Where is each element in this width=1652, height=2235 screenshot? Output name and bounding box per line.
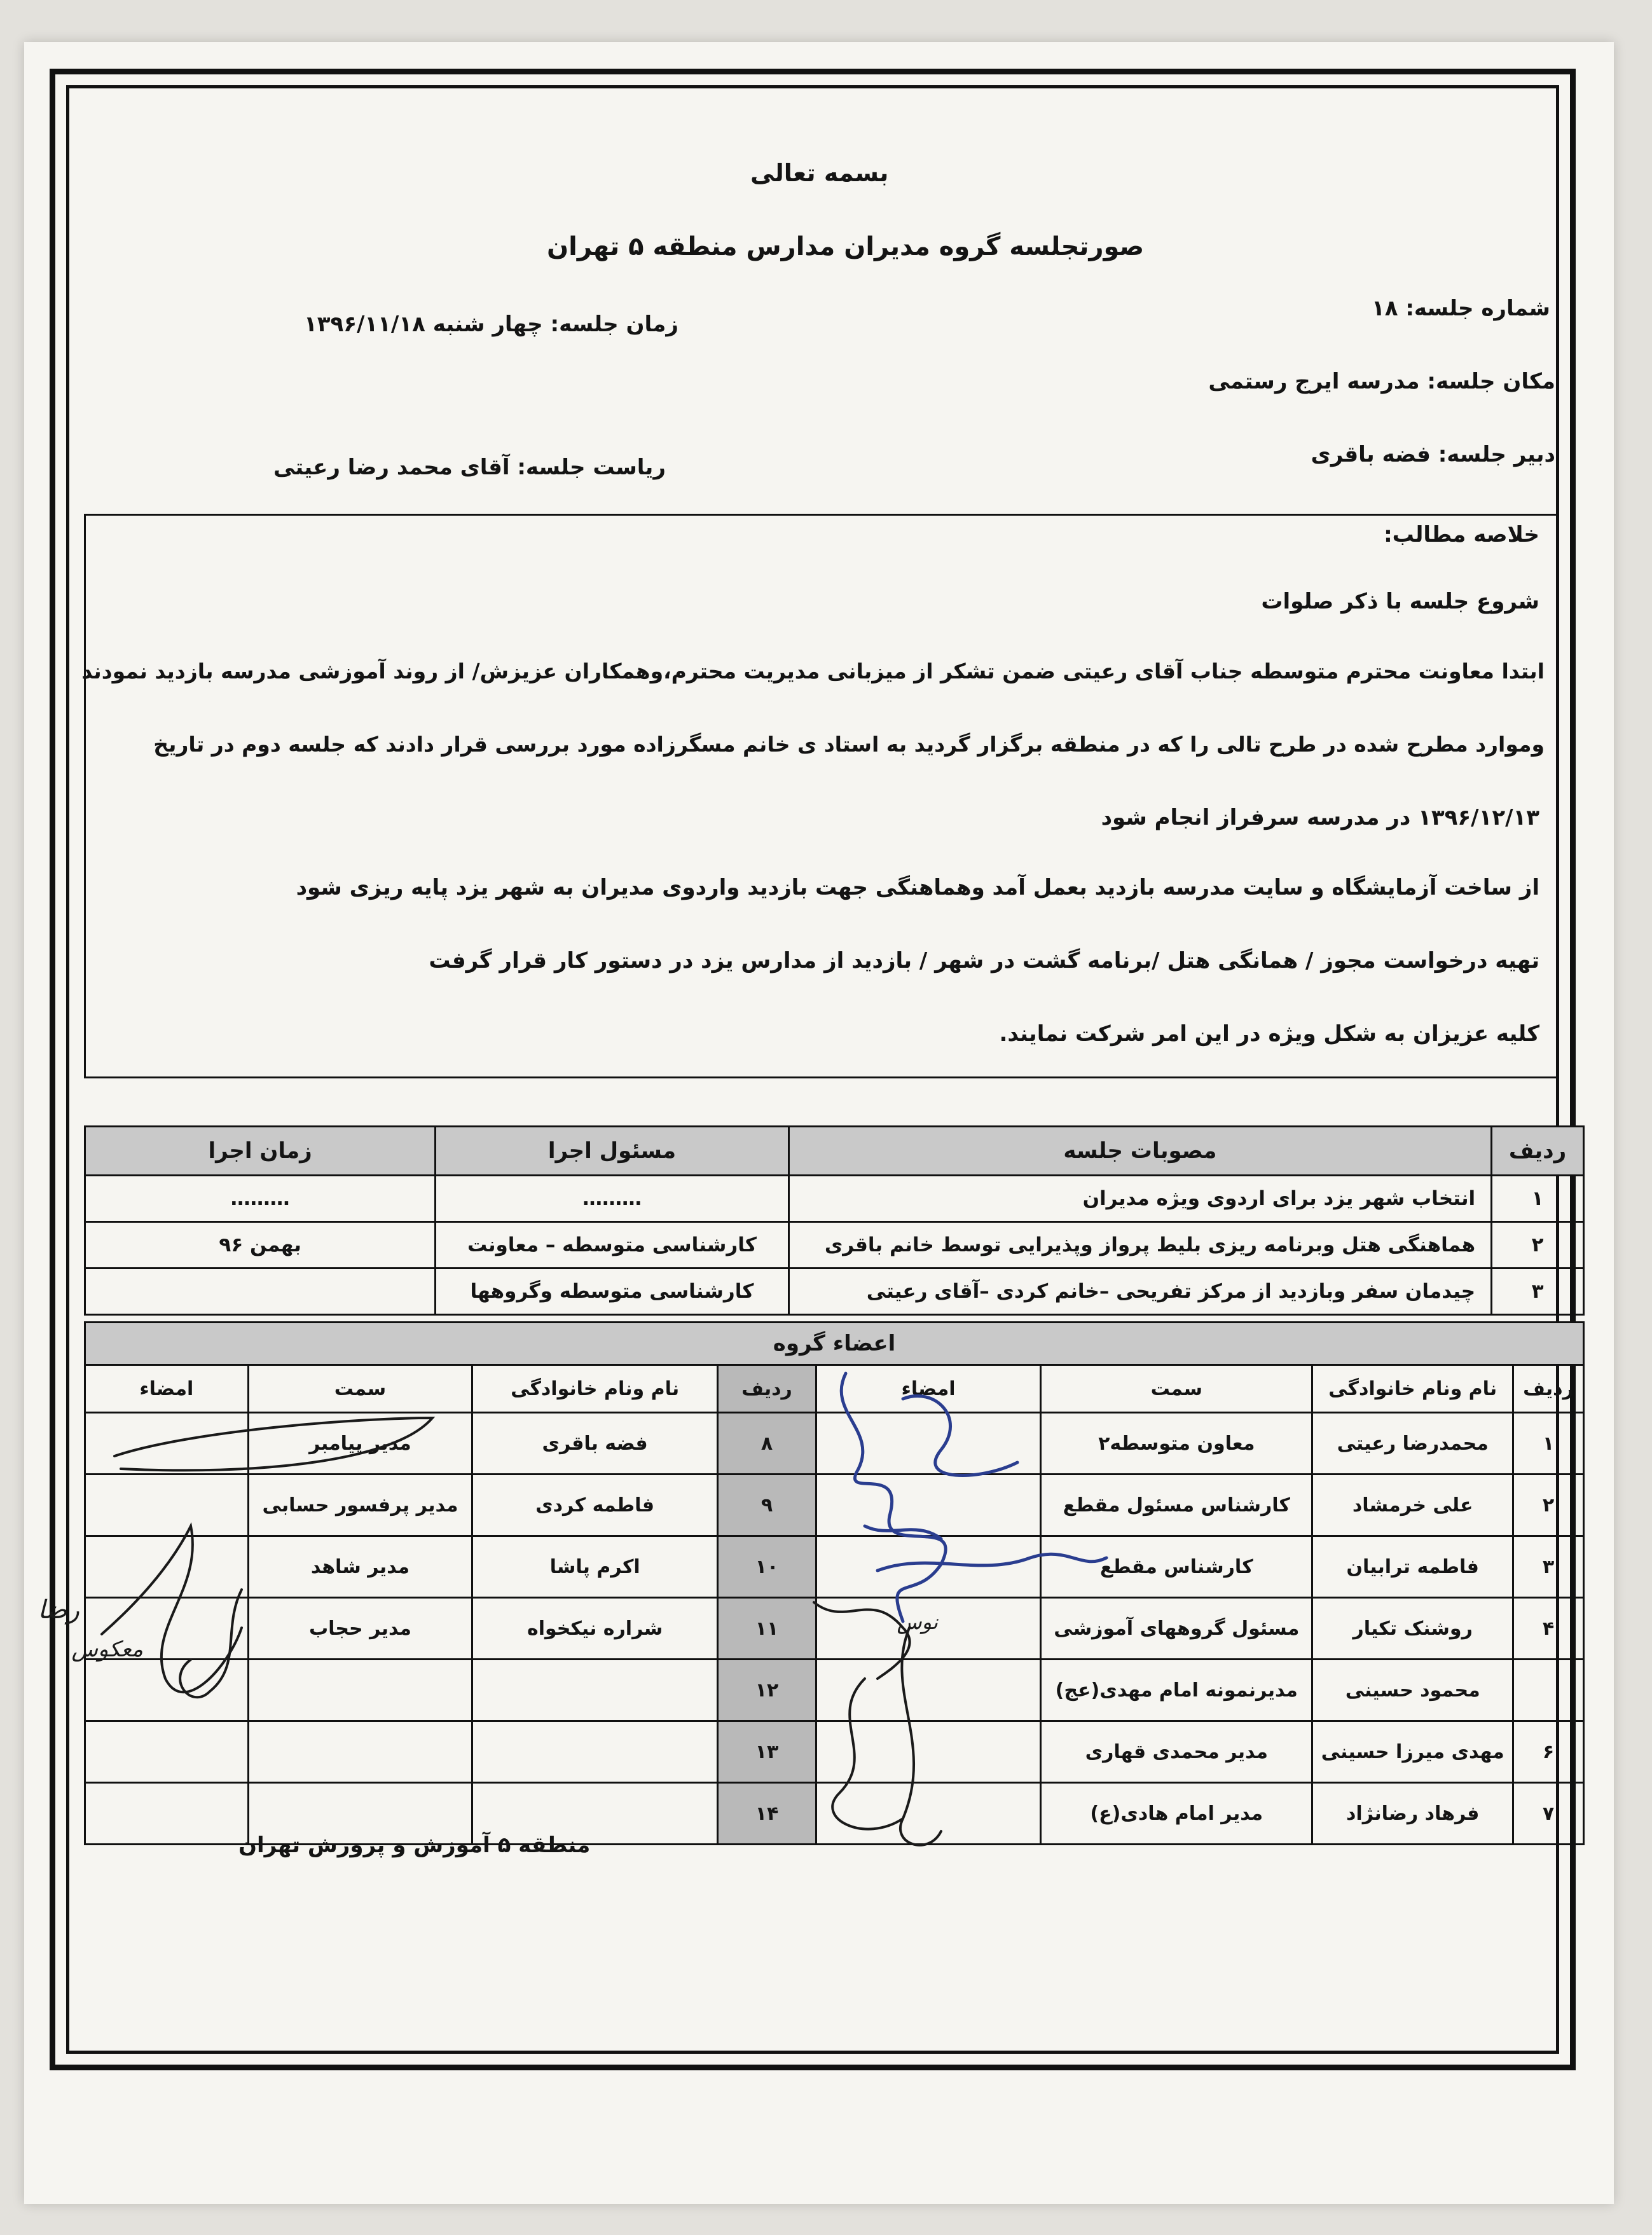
resolutions-header-row	[85, 1127, 1584, 1176]
document-title: صورتجلسه گروه مدیران مدارس منطقه ۵ تهران	[547, 232, 1145, 261]
col-role-2: سمت	[248, 1365, 472, 1413]
col-role: سمت	[1041, 1365, 1312, 1413]
row-number: ۱	[1492, 1176, 1584, 1222]
member-signature	[85, 1783, 249, 1845]
table-row	[85, 1536, 1584, 1598]
table-row	[85, 1475, 1584, 1536]
summary-line-3: وموارد مطرح شده در طرح تالی را که در منطقه برگزار گردید به استاد ی خانم مسگرزاده مورد بررسی قرار دادند که جلسه دوم در تاریخ	[153, 732, 1545, 757]
summary-line-2: ابتدا معاونت محترم متوسطه جناب آقای رعیتی ضمن تشکر از میزبانی مدیریت محترم،وهمکاران عزیزش/ از روند آموزشی مدرسه بازدید نمودند	[81, 659, 1545, 684]
summary-box	[81, 514, 1558, 1078]
bismillah: بسمه تعالی	[750, 159, 889, 187]
footer-organization: منطقه ۵ آموزش و پرورش تهران	[238, 1833, 591, 1858]
row-number: ۱۳	[718, 1721, 816, 1783]
summary-heading: خلاصه مطالب:	[1384, 522, 1539, 547]
signature-scribble-text-2: معکوس	[71, 1637, 143, 1662]
member-signature	[816, 1598, 1040, 1660]
member-signature	[816, 1783, 1040, 1845]
member-role: کارشناس مسئول مقطع	[1041, 1475, 1312, 1536]
row-number: ۱۴	[718, 1783, 816, 1845]
member-name: شراره نیکخواه	[472, 1598, 718, 1660]
row-number: ۳	[1492, 1269, 1584, 1315]
members-table	[84, 1321, 1585, 1845]
col-signature-2: امضاء	[85, 1365, 249, 1413]
summary-line-6: تهیه درخواست مجوز / همانگی هتل /برنامه گشت در شهر / بازدید از مدارس یزد در دستور کار قرار گرفت	[429, 948, 1539, 973]
col-time: زمان اجرا	[85, 1127, 436, 1176]
member-role: مسئول گروههای آموزشی	[1041, 1598, 1312, 1660]
member-role: مدیر پیامبر	[248, 1413, 472, 1475]
session-chair: ریاست جلسه: آقای محمد رضا رعیتی	[273, 455, 666, 480]
row-number: ۹	[718, 1475, 816, 1536]
member-role	[248, 1721, 472, 1783]
row-number	[1513, 1660, 1583, 1721]
signature-scribble-text-1: رضا	[38, 1595, 79, 1625]
col-resolution: مصوبات جلسه	[788, 1127, 1491, 1176]
member-name: فاطمه ترابیان	[1312, 1536, 1513, 1598]
member-role: مدیر حجاب	[248, 1598, 472, 1660]
row-number: ۳	[1513, 1536, 1583, 1598]
member-signature	[816, 1721, 1040, 1783]
row-number: ۴	[1513, 1598, 1583, 1660]
members-header-row	[85, 1365, 1584, 1413]
member-signature	[85, 1475, 249, 1536]
col-name: نام ونام خانوادگی	[1312, 1365, 1513, 1413]
member-name: اکرم پاشا	[472, 1536, 718, 1598]
member-name: روشنک تکیار	[1312, 1598, 1513, 1660]
session-secretary: دبیر جلسه: فضه باقری	[1311, 442, 1555, 467]
responsible: کارشناسی متوسطه – معاونت	[436, 1222, 788, 1269]
member-signature	[85, 1413, 249, 1475]
table-row	[85, 1660, 1584, 1721]
row-number: ۱۰	[718, 1536, 816, 1598]
member-name	[472, 1721, 718, 1783]
signature-scribble-text-3: نوس	[897, 1610, 938, 1634]
member-name	[472, 1660, 718, 1721]
session-number: شماره جلسه: ۱۸	[1371, 296, 1550, 321]
row-number: ۸	[718, 1413, 816, 1475]
member-signature	[85, 1721, 249, 1783]
resolution-text: چیدمان سفر وبازدید از مرکز تفریحی –خانم کردی –آقای رعیتی	[788, 1269, 1491, 1315]
resolutions-table	[84, 1125, 1585, 1316]
col-responsible: مسئول اجرا	[436, 1127, 788, 1176]
member-signature	[816, 1536, 1040, 1598]
member-role: کارشناس مقطع	[1041, 1536, 1312, 1598]
row-number: ۲	[1492, 1222, 1584, 1269]
member-role: معاون متوسطه۲	[1041, 1413, 1312, 1475]
row-number: ۷	[1513, 1783, 1583, 1845]
time: بهمن ۹۶	[85, 1222, 436, 1269]
row-number: ۱	[1513, 1413, 1583, 1475]
row-number: ۶	[1513, 1721, 1583, 1783]
member-name: فضه باقری	[472, 1413, 718, 1475]
table-row	[85, 1721, 1584, 1783]
member-name: محمود حسینی	[1312, 1660, 1513, 1721]
member-role: مدیر پرفسور حسابی	[248, 1475, 472, 1536]
member-name: علی خرمشاد	[1312, 1475, 1513, 1536]
responsible: ………	[436, 1176, 788, 1222]
row-number: ۲	[1513, 1475, 1583, 1536]
member-name: فاطمه کردی	[472, 1475, 718, 1536]
session-time: زمان جلسه: چهار شنبه ۱۳۹۶/۱۱/۱۸	[304, 312, 678, 337]
member-signature	[85, 1660, 249, 1721]
member-signature	[85, 1536, 249, 1598]
table-row	[85, 1269, 1584, 1315]
table-row	[85, 1176, 1584, 1222]
responsible: کارشناسی متوسطه وگروهها	[436, 1269, 788, 1315]
member-role	[248, 1660, 472, 1721]
member-signature	[816, 1660, 1040, 1721]
time: ………	[85, 1176, 436, 1222]
row-number: ۱۲	[718, 1660, 816, 1721]
resolution-text: انتخاب شهر یزد برای اردوی ویژه مدیران	[788, 1176, 1491, 1222]
member-role: مدیر شاهد	[248, 1536, 472, 1598]
table-row	[85, 1598, 1584, 1660]
member-role: مدیر محمدی قهاری	[1041, 1721, 1312, 1783]
time	[85, 1269, 436, 1315]
member-role: مدیر امام هادی(ع)	[1041, 1783, 1312, 1845]
summary-line-4: ۱۳۹۶/۱۲/۱۳ در مدرسه سرفراز انجام شود	[1101, 805, 1539, 830]
member-name: مهدی میرزا حسینی	[1312, 1721, 1513, 1783]
member-signature	[816, 1475, 1040, 1536]
col-signature: امضاء	[816, 1365, 1040, 1413]
members-title: اعضاء گروه	[85, 1323, 1584, 1365]
table-row	[85, 1222, 1584, 1269]
col-name-2: نام ونام خانوادگی	[472, 1365, 718, 1413]
member-name: محمدرضا رعیتی	[1312, 1413, 1513, 1475]
member-signature	[85, 1598, 249, 1660]
summary-line-5: از ساخت آزمایشگاه و سایت مدرسه بازدید بعمل آمد وهماهنگی جهت بازدید واردوی مدیران به شهر یزد پایه ریزی شود	[296, 875, 1539, 900]
col-row-number-2: ردیف	[718, 1365, 816, 1413]
col-row-number: ردیف	[1492, 1127, 1584, 1176]
resolution-text: هماهنگی هتل وبرنامه ریزی بلیط پرواز وپذیرایی توسط خانم باقری	[788, 1222, 1491, 1269]
member-signature	[816, 1413, 1040, 1475]
col-row-number: ردیف	[1513, 1365, 1583, 1413]
row-number: ۱۱	[718, 1598, 816, 1660]
member-name: فرهاد رضانژاد	[1312, 1783, 1513, 1845]
summary-line-1: شروع جلسه با ذکر صلوات	[1261, 589, 1539, 614]
table-row	[85, 1413, 1584, 1475]
summary-line-7: کلیه عزیزان به شکل ویژه در این امر شرکت نمایند.	[999, 1021, 1539, 1047]
session-place: مکان جلسه: مدرسه ایرج رستمی	[1208, 369, 1555, 394]
member-role: مدیرنمونه امام مهدی(عج)	[1041, 1660, 1312, 1721]
